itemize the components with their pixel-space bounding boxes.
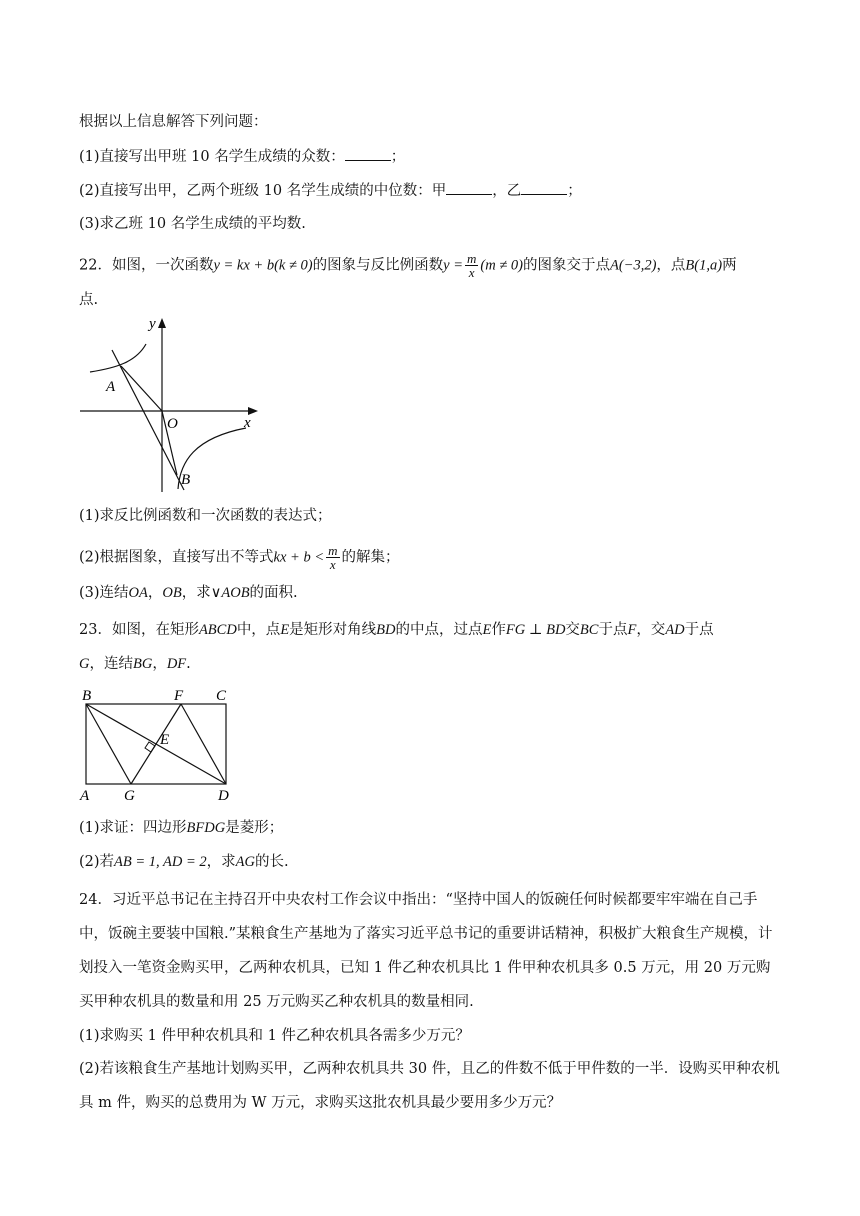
q21-part1: (1)直接写出甲班 10 名学生成绩的众数： ；	[79, 146, 405, 167]
q22-statement: 22．如图，一次函数y = kx + b(k ≠ 0)的图象与反比例函数y = $\frac{m}{x}$ (m ≠ 0)的图象交于点A(−3,2)，点B(1,a)两	[79, 251, 737, 280]
segment-df	[181, 704, 226, 784]
q23-part1: (1)求证：四边形BFDG是菱形；	[79, 820, 284, 836]
q23-part2: (2)若AB = 1, AD = 2，求AG的长.	[79, 854, 289, 870]
answer-blank	[521, 180, 567, 195]
y-axis-arrow	[158, 318, 166, 328]
segment-fg	[131, 704, 181, 784]
x-axis-arrow	[248, 407, 258, 415]
intro-text: 根据以上信息解答下列问题：	[79, 114, 268, 130]
q24-part2: (2)若该粮食生产基地计划购买甲，乙两种农机具共 30 件，且乙的件数不低于甲件数的一半．设购买甲种农机具 m 件，购买的总费用为 W 万元，求购买这批农机具最少要用多少万元？	[79, 1061, 780, 1111]
q22-part1: (1)求反比例函数和一次函数的表达式；	[79, 508, 332, 524]
label-x: x	[244, 415, 251, 431]
label-o: O	[167, 416, 178, 432]
fraction-m-over-x: $\frac{m}{x}$	[328, 543, 338, 572]
q21-part2: (2)直接写出甲，乙两个班级 10 名学生成绩的中位数：甲 ，乙 ；	[79, 180, 582, 201]
label-a: A	[80, 788, 90, 804]
q21-part3: (3)求乙班 10 名学生成绩的平均数.	[79, 216, 306, 232]
label-y: y	[149, 316, 156, 332]
q24-statement: 24．习近平总书记在主持召开中央农村工作会议中指出：“坚持中国人的饭碗任何时候都要牢牢端在自己手中，饭碗主要装中国粮.”某粮食生产基地为了落实习近平总书记的重要讲话精神，积极扩大粮食生产规模，计划投入一笔资金购买甲，乙两种农机具，已知 1 件乙种农机具比 1 件甲种农机具多 0.5 万元，用 20 万元购买甲种农机具的数量和用 25 万元购买乙种农机具的数量相同.	[79, 892, 773, 1010]
label-g: G	[124, 788, 135, 804]
label-b: B	[82, 688, 92, 704]
label-a: A	[106, 379, 116, 395]
q24-part1: (1)求购买 1 件甲种农机具和 1 件乙种农机具各需多少万元？	[79, 1028, 470, 1044]
label-c: C	[216, 688, 227, 704]
segment-ao	[121, 366, 162, 411]
label-f: F	[174, 688, 184, 704]
q23-statement: 23．如图，在矩形ABCD中，点E是矩形对角线BD的中点，过点E作FG ⊥ BD交BC于点F，交AD于点	[79, 622, 714, 638]
q22-graph-figure	[76, 312, 266, 497]
label-e: E	[160, 732, 170, 748]
fraction-m-over-x: $\frac{m}{x}$	[467, 251, 477, 280]
answer-blank	[345, 146, 391, 161]
label-d: D	[218, 788, 229, 804]
answer-blank	[446, 180, 492, 195]
q22-statement-cont: 点.	[79, 292, 99, 308]
q22-part2: (2)根据图象，直接写出不等式kx + b < $\frac{m}{x}$ 的解集；	[79, 543, 400, 572]
segment-bg	[86, 704, 131, 784]
hyperbola-branch-left	[90, 344, 146, 372]
label-b: B	[181, 472, 191, 488]
q22-part3: (3)连结OA，OB，求∨AOB的面积.	[79, 585, 298, 601]
q23-statement-cont: G，连结BG，DF.	[79, 656, 191, 672]
q23-rectangle-figure	[76, 684, 238, 806]
